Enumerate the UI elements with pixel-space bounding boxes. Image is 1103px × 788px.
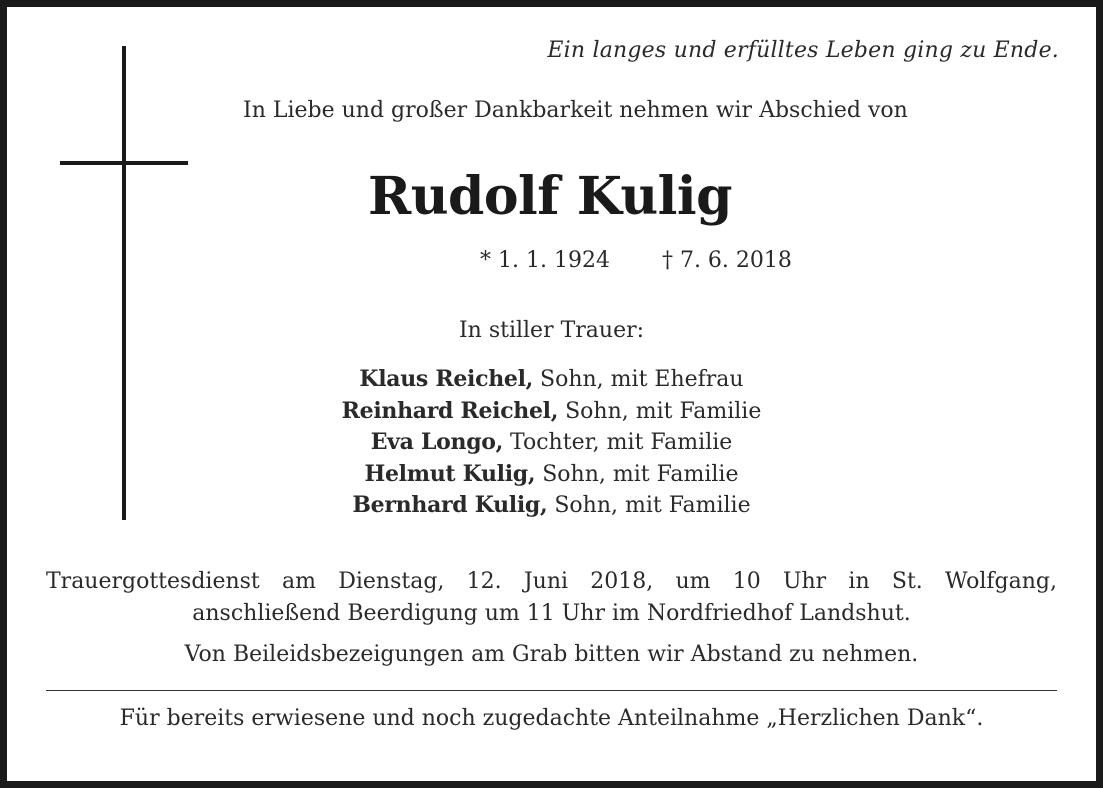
divider [46, 690, 1057, 691]
birth-date: * 1. 1. 1924 [480, 248, 610, 273]
thanks-note: Für bereits erwiesene und noch zugedachte Anteilnahme „Herzlichen Dank“. [119, 706, 984, 731]
mourner-name: Helmut Kulig, [364, 460, 536, 487]
service-info [46, 566, 1057, 630]
mourner-relation: Tochter, mit Familie [503, 430, 733, 455]
mourner-item [0, 396, 1103, 428]
mourners-list [0, 364, 1103, 522]
mourner-name: Bernhard Kulig, [352, 492, 548, 518]
mourner-name: Reinhard Reichel, [341, 397, 559, 424]
mourner-relation: Sohn, mit Familie [558, 398, 762, 424]
condolence-note: Von Beileidsbezeigungen am Grab bitten wir Abstand zu nehmen. [184, 642, 919, 667]
intro-text: In Liebe und großer Dankbarkeit nehmen wir Abschied von [243, 98, 908, 123]
mourner-name: Eva Longo, [370, 429, 504, 455]
life-dates [480, 248, 792, 273]
mourner-name: Klaus Reichel, [359, 366, 534, 392]
mourning-title: In stiller Trauer: [458, 318, 645, 343]
cross-icon-horizontal-bar [60, 161, 188, 165]
deceased-name: Rudolf Kulig [367, 166, 733, 227]
death-date: † 7. 6. 2018 [661, 248, 792, 273]
mourner-item [0, 459, 1103, 491]
mourner-relation: Sohn, mit Familie [535, 461, 739, 487]
motto: Ein langes und erfülltes Leben ging zu Ende. [547, 38, 1059, 63]
mourner-relation: Sohn, mit Familie [547, 493, 751, 518]
mourner-item [0, 490, 1103, 522]
service-line-1: Trauergottesdienst am Dienstag, 12. Juni 2018, um 10 Uhr in St. Wolfgang, [46, 569, 1057, 594]
service-line-2: anschließend Beerdigung um 11 Uhr im Nordfriedhof Landshut. [192, 601, 911, 626]
mourner-item [0, 427, 1103, 459]
mourner-item [0, 364, 1103, 396]
mourner-relation: Sohn, mit Ehefrau [533, 367, 744, 392]
